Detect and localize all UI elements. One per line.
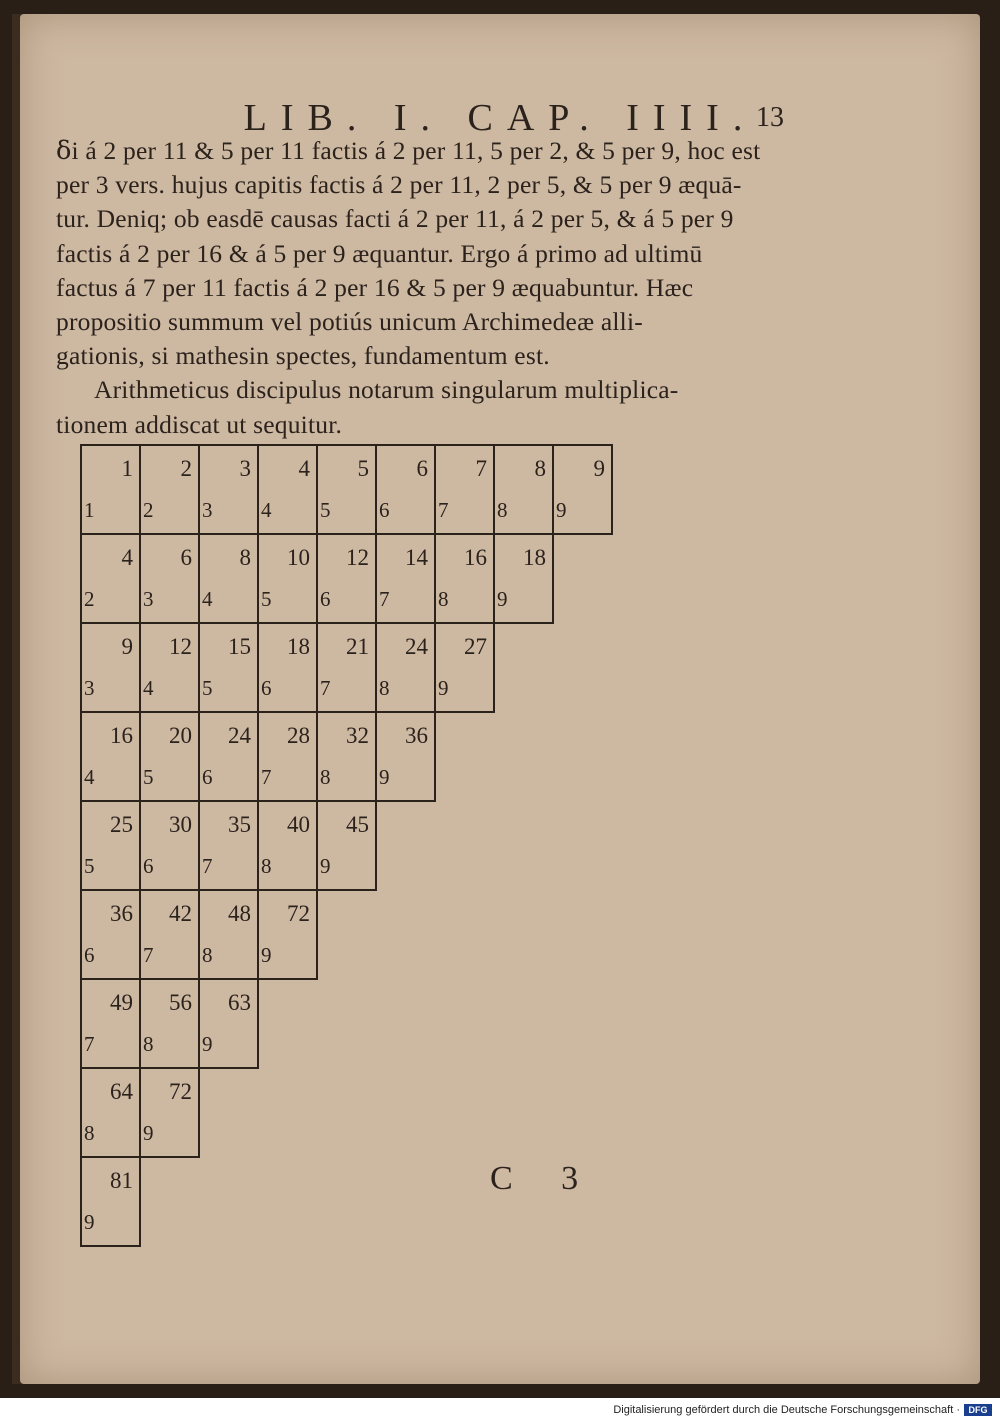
cell-multiplier: 6 [379, 498, 390, 522]
cell-product: 24 [228, 723, 251, 748]
table-cell [139, 622, 200, 713]
cell-product: 40 [287, 812, 310, 837]
cell-multiplier: 7 [438, 498, 449, 522]
body-text [56, 134, 786, 442]
cell-product: 63 [228, 990, 251, 1015]
text-line: tur. Deniq; ob easdē causas facti á 2 per 11, á 2 per 5, & á 5 per 9 [56, 204, 734, 234]
page-number: 13 [756, 102, 784, 133]
cell-product: 14 [405, 545, 428, 570]
table-cell [316, 800, 377, 891]
cell-product: 12 [169, 634, 192, 659]
cell-multiplier: 8 [261, 854, 272, 878]
cell-multiplier: 8 [84, 1121, 95, 1145]
table-cell [257, 622, 318, 713]
cell-multiplier: 2 [143, 498, 154, 522]
cell-multiplier: 7 [261, 765, 272, 789]
cell-product: 56 [169, 990, 192, 1015]
cell-product: 42 [169, 901, 192, 926]
text-line: ẟi á 2 per 11 & 5 per 11 factis á 2 per 11, 5 per 2, & 5 per 9, hoc est [56, 136, 761, 165]
table-cell [316, 622, 377, 713]
cell-multiplier: 6 [261, 676, 272, 700]
cell-product: 48 [228, 901, 251, 926]
cell-product: 81 [110, 1168, 133, 1193]
table-cell [434, 533, 495, 624]
cell-multiplier: 9 [143, 1121, 154, 1145]
text-line: Arithmeticus discipulus notarum singularum multiplica- [94, 375, 679, 405]
cell-multiplier: 6 [202, 765, 213, 789]
table-cell [375, 711, 436, 802]
cell-multiplier: 8 [497, 498, 508, 522]
cell-product: 16 [464, 545, 487, 570]
cell-multiplier: 9 [556, 498, 567, 522]
cell-multiplier: 4 [261, 498, 272, 522]
cell-product: 10 [287, 545, 310, 570]
cell-product: 2 [180, 456, 192, 481]
table-cell [198, 800, 259, 891]
cell-multiplier: 4 [143, 676, 154, 700]
table-cell [434, 622, 495, 713]
cell-product: 64 [110, 1079, 133, 1104]
cell-multiplier: 1 [84, 498, 95, 522]
table-cell [139, 889, 200, 980]
cell-multiplier: 8 [202, 943, 213, 967]
cell-product: 25 [110, 812, 133, 837]
table-cell [198, 533, 259, 624]
text-line: per 3 vers. hujus capitis factis á 2 per 11, 2 per 5, & 5 per 9 æquā- [56, 170, 742, 200]
cell-product: 3 [239, 456, 251, 481]
table-cell [80, 622, 141, 713]
table-cell [493, 533, 554, 624]
cell-multiplier: 8 [438, 587, 449, 611]
cell-multiplier: 8 [143, 1032, 154, 1056]
table-cell [80, 1156, 141, 1247]
table-cell [257, 533, 318, 624]
cell-product: 35 [228, 812, 251, 837]
cell-multiplier: 8 [320, 765, 331, 789]
text-line: propositio summum vel potiús unicum Archimedeæ alli- [56, 307, 643, 337]
table-cell [139, 533, 200, 624]
cell-multiplier: 9 [438, 676, 449, 700]
table-cell [198, 444, 259, 535]
cell-product: 28 [287, 723, 310, 748]
cell-product: 49 [110, 990, 133, 1015]
cell-multiplier: 7 [320, 676, 331, 700]
cell-product: 20 [169, 723, 192, 748]
table-cell [139, 711, 200, 802]
cell-product: 21 [346, 634, 369, 659]
table-cell [80, 978, 141, 1069]
text-line: factis á 2 per 16 & á 5 per 9 æquantur. Ergo á primo ad ultimū [56, 238, 703, 268]
table-cell [80, 533, 141, 624]
cell-multiplier: 4 [202, 587, 213, 611]
cell-product: 5 [357, 456, 369, 481]
cell-multiplier: 7 [202, 854, 213, 878]
table-cell [139, 800, 200, 891]
text-line: tionem addiscat ut sequitur. [56, 409, 343, 439]
cell-multiplier: 9 [320, 854, 331, 878]
signature-mark: C 3 [490, 1160, 599, 1197]
cell-product: 1 [121, 456, 133, 481]
cell-product: 4 [298, 456, 310, 481]
table-cell [80, 444, 141, 535]
cell-product: 15 [228, 634, 251, 659]
cell-multiplier: 9 [497, 587, 508, 611]
dfg-logo: DFG [964, 1404, 992, 1416]
cell-product: 7 [475, 456, 487, 481]
table-cell [198, 622, 259, 713]
cell-multiplier: 9 [379, 765, 390, 789]
text-line: factus á 7 per 11 factis á 2 per 16 & 5 per 9 æquabuntur. Hæc [56, 272, 694, 302]
table-cell [493, 444, 554, 535]
table-cell [434, 444, 495, 535]
table-cell [375, 622, 436, 713]
cell-product: 27 [464, 634, 487, 659]
cell-product: 16 [110, 723, 133, 748]
table-cell [316, 711, 377, 802]
cell-product: 6 [180, 545, 192, 570]
cell-multiplier: 4 [84, 765, 95, 789]
cell-product: 9 [121, 634, 133, 659]
cell-multiplier: 8 [379, 676, 390, 700]
table-cell [257, 800, 318, 891]
table-cell [139, 1067, 200, 1158]
cell-product: 12 [346, 545, 369, 570]
running-head: LIB. I. CAP. IIII. [243, 97, 757, 139]
table-cell [198, 978, 259, 1069]
cell-multiplier: 7 [143, 943, 154, 967]
table-cell [257, 444, 318, 535]
cell-multiplier: 5 [84, 854, 95, 878]
cell-product: 6 [416, 456, 428, 481]
cell-product: 72 [169, 1079, 192, 1104]
funding-credit: Digitalisierung gefördert durch die Deutsche Forschungsgemeinschaft · [613, 1404, 960, 1416]
cell-multiplier: 3 [202, 498, 213, 522]
cell-multiplier: 9 [202, 1032, 213, 1056]
cell-multiplier: 7 [379, 587, 390, 611]
cell-multiplier: 3 [84, 676, 95, 700]
table-cell [257, 889, 318, 980]
cell-product: 9 [593, 456, 605, 481]
cell-product: 45 [346, 812, 369, 837]
cell-product: 18 [523, 545, 546, 570]
cell-multiplier: 7 [84, 1032, 95, 1056]
cell-product: 30 [169, 812, 192, 837]
text-line: gationis, si mathesin spectes, fundamentum est. [56, 341, 550, 371]
cell-product: 4 [121, 545, 133, 570]
cell-product: 8 [534, 456, 546, 481]
cell-multiplier: 9 [261, 943, 272, 967]
table-cell [80, 711, 141, 802]
table-cell [80, 1067, 141, 1158]
cell-multiplier: 5 [202, 676, 213, 700]
cell-product: 36 [110, 901, 133, 926]
cell-multiplier: 3 [143, 587, 154, 611]
book-page [20, 14, 980, 1384]
cell-product: 18 [287, 634, 310, 659]
cell-multiplier: 6 [84, 943, 95, 967]
cell-multiplier: 5 [143, 765, 154, 789]
cell-multiplier: 5 [261, 587, 272, 611]
cell-product: 32 [346, 723, 369, 748]
cell-multiplier: 6 [320, 587, 331, 611]
cell-product: 36 [405, 723, 428, 748]
table-cell [139, 978, 200, 1069]
table-cell [139, 444, 200, 535]
table-cell [257, 711, 318, 802]
table-cell [316, 444, 377, 535]
cell-product: 8 [239, 545, 251, 570]
cell-product: 72 [287, 901, 310, 926]
table-cell [375, 533, 436, 624]
cell-multiplier: 9 [84, 1210, 95, 1234]
cell-multiplier: 6 [143, 854, 154, 878]
table-cell [552, 444, 613, 535]
cell-multiplier: 2 [84, 587, 95, 611]
table-cell [80, 889, 141, 980]
table-cell [316, 533, 377, 624]
cell-product: 24 [405, 634, 428, 659]
table-cell [198, 711, 259, 802]
table-cell [375, 444, 436, 535]
table-cell [198, 889, 259, 980]
table-cell [80, 800, 141, 891]
cell-multiplier: 5 [320, 498, 331, 522]
